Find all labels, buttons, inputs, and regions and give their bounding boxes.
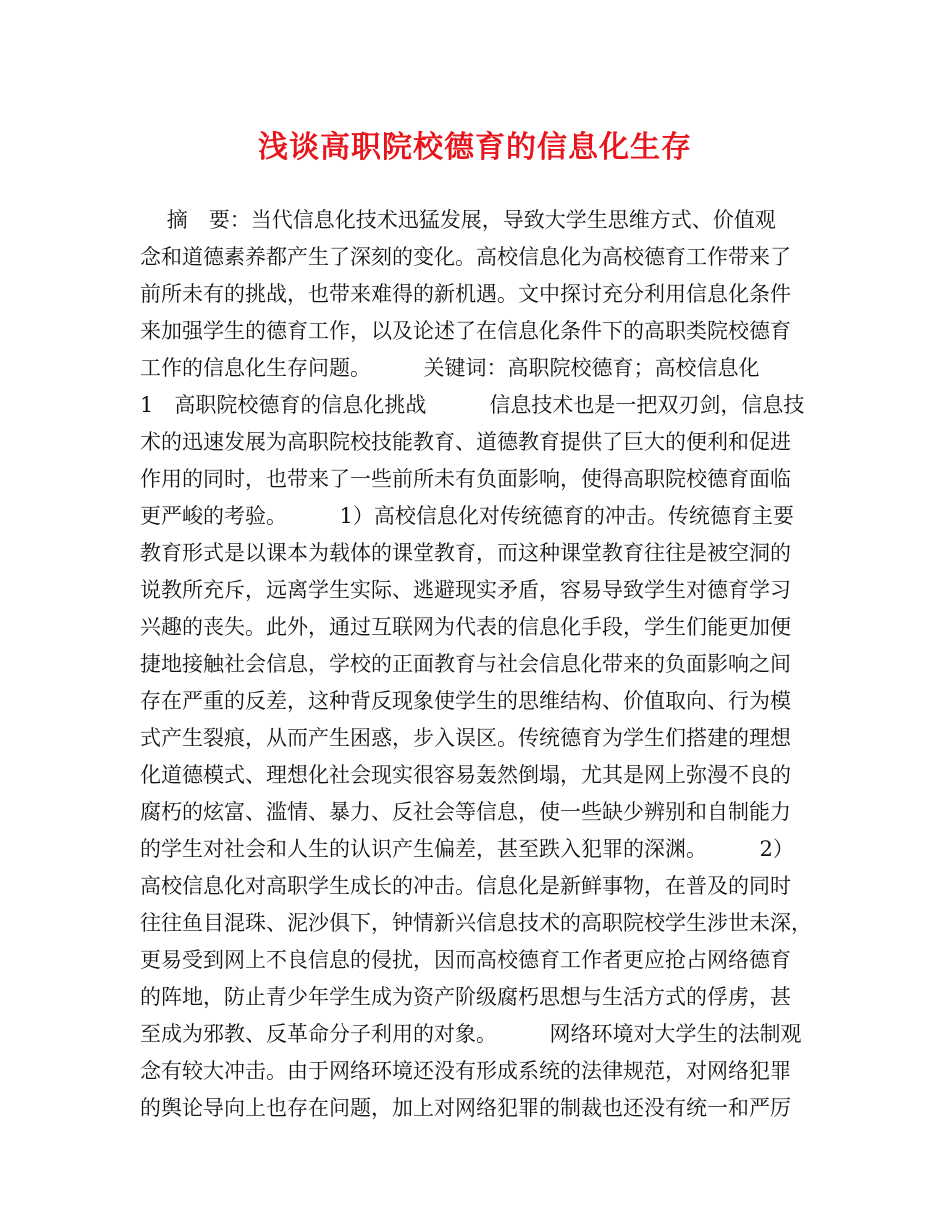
- body-line: 前所未有的挑战，也带来难得的新机遇。文中探讨充分利用信息化条件: [140, 282, 791, 306]
- body-line: 兴趣的丧失。此外，通过互联网为代表的信息化手段，学生们能更加便: [140, 615, 791, 639]
- body-line: 捷地接触社会信息，学校的正面教育与社会信息化带来的负面影响之间: [140, 652, 791, 676]
- body-line: 教育形式是以课本为载体的课堂教育，而这种课堂教育往往是被空洞的: [140, 541, 791, 565]
- body-line: 念和道德素养都产生了深刻的变化。高校信息化为高校德育工作带来了: [140, 245, 791, 269]
- body-line: 说教所充斥，远离学生实际、逃避现实矛盾，容易导致学生对德育学习: [140, 578, 791, 602]
- body-line: 往往鱼目混珠、泥沙俱下，钟情新兴信息技术的高职院校学生涉世未深，: [140, 911, 812, 935]
- body-line: 高校信息化对高职学生成长的冲击。信息化是新鲜事物，在普及的同时: [140, 874, 791, 898]
- body-line: 来加强学生的德育工作，以及论述了在信息化条件下的高职类院校德育: [140, 319, 791, 343]
- body-line: 作用的同时，也带来了一些前所未有负面影响，使得高职院校德育面临: [140, 467, 791, 491]
- body-line: 的学生对社会和人生的认识产生偏差，甚至跌入犯罪的深渊。 2）: [140, 837, 794, 861]
- body-line: 腐朽的炫富、滥情、暴力、反社会等信息，使一些缺少辨别和自制能力: [140, 800, 791, 824]
- document-title: 浅谈高职院校德育的信息化生存: [258, 130, 692, 165]
- body-line: 工作的信息化生存问题。 关键词：高职院校德育；高校信息化: [140, 356, 760, 380]
- body-line: 化道德模式、理想化社会现实很容易轰然倒塌，尤其是网上弥漫不良的: [140, 763, 791, 787]
- body-line: 的舆论导向上也存在问题，加上对网络犯罪的制裁也还没有统一和严厉: [140, 1096, 791, 1120]
- body-line: 摘 要：当代信息化技术迅猛发展，导致大学生思维方式、价值观: [140, 208, 776, 232]
- body-line: 1 高职院校德育的信息化挑战 信息技术也是一把双刃剑，信息技: [140, 393, 805, 417]
- body-line: 术的迅速发展为高职院校技能教育、道德教育提供了巨大的便利和促进: [140, 430, 791, 454]
- body-line: 的阵地，防止青少年学生成为资产阶级腐朽思想与生活方式的俘虏，甚: [140, 985, 791, 1009]
- body-line: 念有较大冲击。由于网络环境还没有形成系统的法律规范，对网络犯罪: [140, 1059, 791, 1083]
- body-line: 式产生裂痕，从而产生困惑，步入误区。传统德育为学生们搭建的理想: [140, 726, 791, 750]
- body-line: 更严峻的考验。 1）高校信息化对传统德育的冲击。传统德育主要: [140, 504, 794, 528]
- document-body: [140, 202, 820, 1127]
- body-line: 更易受到网上不良信息的侵扰，因而高校德育工作者更应抢占网络德育: [140, 948, 791, 972]
- body-line: 至成为邪教、反革命分子利用的对象。 网络环境对大学生的法制观: [140, 1022, 802, 1046]
- body-line: 存在严重的反差，这种背反现象使学生的思维结构、价值取向、行为模: [140, 689, 791, 713]
